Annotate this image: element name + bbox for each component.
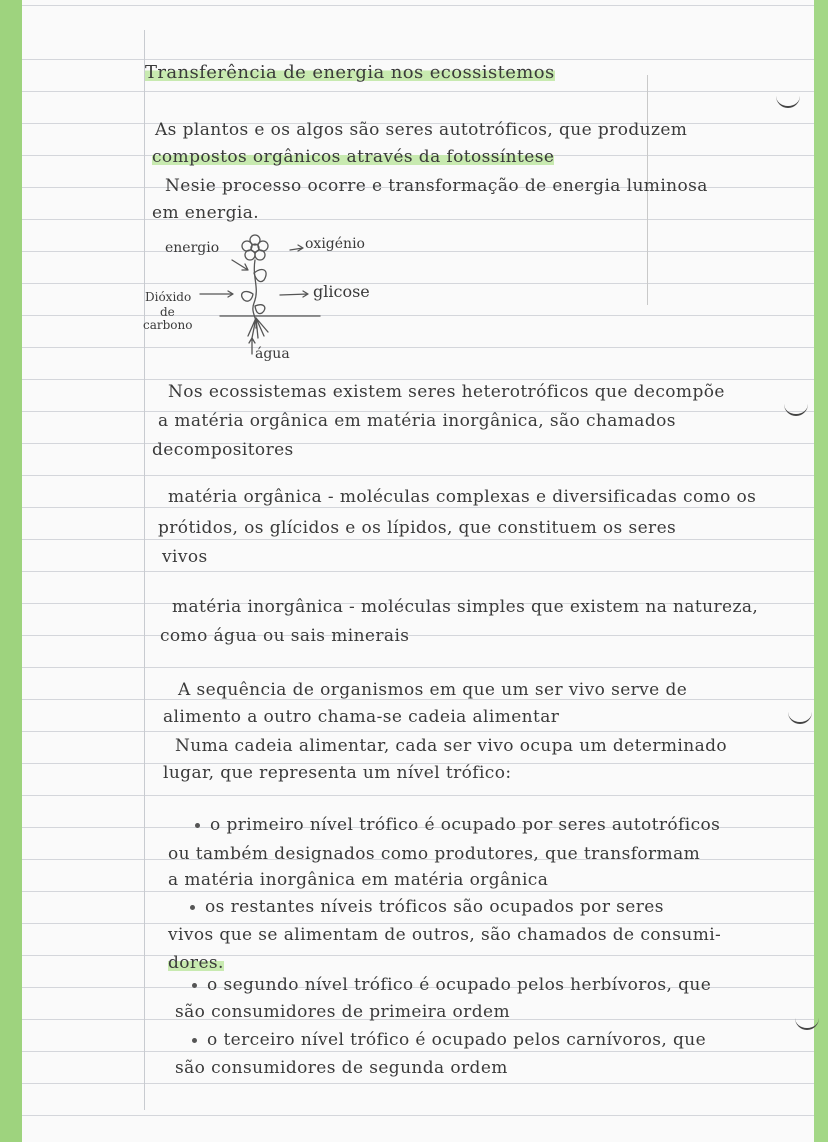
text-line: decompositores xyxy=(152,440,294,460)
text-line: em energia. xyxy=(152,203,260,223)
text-line: Numa cadeia alimentar, cada ser vivo ocupa um determinado xyxy=(175,736,728,756)
arrow-oxigenio xyxy=(290,245,303,251)
text-line: prótidos, os glícidos e os lípidos, que constituem os seres xyxy=(158,518,677,538)
green-right-border xyxy=(814,0,828,1142)
diagram-label-glicose: glicose xyxy=(313,282,370,301)
text-line: dores. xyxy=(168,953,224,973)
text-line: são consumidores de primeira ordem xyxy=(175,1002,510,1022)
leaf xyxy=(255,305,265,314)
page-title: Transferência de energia nos ecossistemos xyxy=(145,62,555,83)
bullet-dot xyxy=(190,905,195,910)
text-line: As plantos e os algos são seres autotróficos, que produzem xyxy=(155,120,688,140)
bullet-dot xyxy=(195,823,200,828)
text-line: a matéria orgânica em matéria inorgânica, são chamados xyxy=(158,411,676,431)
arrow-agua xyxy=(249,338,255,354)
plant-diagram xyxy=(140,228,340,368)
green-left-border xyxy=(0,0,22,1142)
arrow-energia xyxy=(232,260,248,270)
bullet-item: o terceiro nível trófico é ocupado pelos carnívoros, que xyxy=(192,1030,706,1050)
lined-sheet xyxy=(22,0,814,1142)
text-line: Nos ecossistemas existem seres heterotróficos que decompõe xyxy=(168,382,725,402)
leaf xyxy=(242,292,253,302)
text-line: como água ou sais minerais xyxy=(160,626,410,646)
arrow-dioxido xyxy=(200,291,233,297)
diagram-label-agua: água xyxy=(255,346,290,362)
bullet-dot xyxy=(192,1038,197,1043)
diagram-label-de: de xyxy=(160,305,175,319)
text-line: compostos orgânicos através da fotossíntese xyxy=(152,147,555,167)
text-line: ou também designados como produtores, que transformam xyxy=(168,844,701,864)
text-line: alimento a outro chama-se cadeia alimentar xyxy=(163,707,560,727)
text-line: Nesie processo ocorre e transformação de energia luminosa xyxy=(165,176,708,196)
margin-line xyxy=(144,30,145,1110)
text-line: a matéria inorgânica em matéria orgânica xyxy=(168,870,549,890)
diagram-label-energia: energio xyxy=(165,240,220,256)
text-line: lugar, que representa um nível trófico: xyxy=(163,763,512,783)
text-line: matéria orgânica - moléculas complexas e diversificadas como os xyxy=(168,487,757,507)
bullet-item: os restantes níveis tróficos são ocupados por seres xyxy=(190,897,664,917)
text-line: vivos que se alimentam de outros, são chamados de consumi- xyxy=(168,925,722,945)
bullet-item: o segundo nível trófico é ocupado pelos herbívoros, que xyxy=(192,975,711,995)
bullet-dot xyxy=(192,983,197,988)
diagram-label-dioxido: Dióxido xyxy=(145,290,192,304)
arrow-glicose xyxy=(280,291,308,297)
text-line: matéria inorgânica - moléculas simples que existem na natureza, xyxy=(172,597,759,617)
bullet-item: o primeiro nível trófico é ocupado por seres autotróficos xyxy=(195,815,720,835)
text-line: vivos xyxy=(162,547,208,567)
diagram-label-oxigenio: oxigénio xyxy=(305,236,365,252)
text-line: A sequência de organismos em que um ser vivo serve de xyxy=(178,680,688,700)
diagram-label-carbono: carbono xyxy=(143,318,193,332)
text-line: são consumidores de segunda ordem xyxy=(175,1058,508,1078)
roots xyxy=(248,318,268,338)
